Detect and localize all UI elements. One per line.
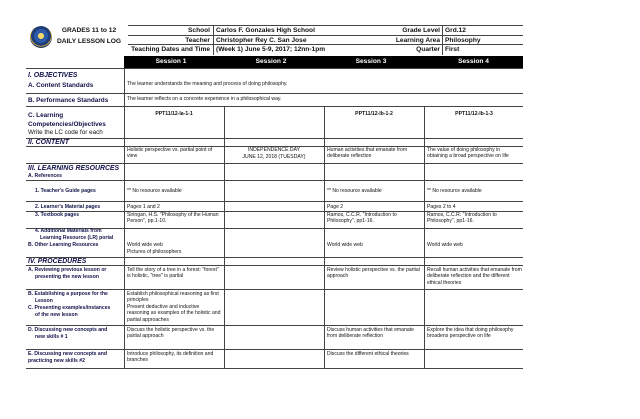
col-line-s3 [324,106,325,368]
learning-area-label: Learning Area [395,37,440,44]
performance-standards-label: B. Performance Standards [28,97,109,104]
lc-code-s4: PPT11/12-Ib-1-3 [455,111,493,117]
row-line-competencies [26,138,523,139]
proc-c-label-2: of the new lesson [35,312,78,318]
competencies-label-2: Competencies/Objectives [28,121,106,128]
objectives-heading: I. OBJECTIVES [28,72,78,79]
competencies-label-1: C. Learning [28,112,64,119]
quarter-label: Quarter [416,46,440,53]
teacher-guide-s3: ** No resource available [327,188,382,194]
proc-a-s3: Review holistic perspective vs. the partial approach [327,267,420,280]
log-title: DAILY LESSON LOG [56,38,122,45]
col-line-s4 [424,106,425,368]
dates-value: (Week 1) June 5-9, 2017; 12nn-1pm [216,46,326,53]
dates-label: Teaching Dates and Time [131,46,210,53]
references-label: A. References [28,173,62,179]
learner-s1: Pages 1 and 2 [127,204,160,210]
content-standards-label: A. Content Standards [28,82,94,89]
proc-e-s3: Discuss the different ethical theories [327,351,409,357]
header-border-1 [128,35,523,36]
quarter-value: First [445,46,460,53]
teacher-guide-s1: ** No resource available [127,188,182,194]
proc-d-s1: Discuss the holistic perspective vs. the partial approach [127,327,215,340]
proc-c-label-1: C. Presenting examples/instances [28,305,111,311]
proc-a-s4: Recall human activities that emanate from deliberate reflection and the different ethical theories [427,267,522,286]
textbook-s1: Siringan, H.S. "Philosophy of the Human Person", pp.1-10. [127,212,219,225]
header-divider-b [442,25,443,55]
textbook-s4: Ramos, C.C.R. "Introduction to Philosophy", pp1-16. [427,212,497,225]
header-border-top [128,25,523,26]
session-2-header: Session 2 [255,58,287,65]
learner-material-label: 2. Learner's Material pages [35,204,101,210]
proc-a-s1: Tell the story of a tree in a forest: "forest" is holistic, "tree" is partial [127,267,219,280]
session-header-bar [124,56,523,68]
row-line-resources [26,163,523,164]
lc-code-s3: PPT11/12-Ib-1-2 [355,111,393,117]
proc-a-label-2: presenting the new lesson [35,274,99,280]
school-label: School [188,27,210,34]
proc-d-label-2: new skills # 1 [35,334,68,340]
other-resources-s1: World wide web [127,242,163,248]
learner-s4: Pages 2 to 4 [427,204,456,210]
textbook-label: 3. Textbook pages [35,212,80,218]
other-resources-s1-extra: Pictures of philosophers [127,249,182,255]
row-line-bottom [26,368,523,369]
other-resources-s3: World wide web [327,242,363,248]
teacher-guide-s4: ** No resource available [427,188,482,194]
proc-b-label-1: B. Establishing a purpose for the [28,291,108,297]
row-line-proc-e [26,349,523,350]
learning-area-value: Philosophy [445,37,481,44]
proc-a-label-1: A. Reviewing previous lesson or [28,267,107,273]
grade-level-label: Grade Level [402,27,440,34]
additional-materials-label-1: 4. Additional Materials from [35,228,102,234]
school-value: Carlos F. Gonzales High School [216,27,315,34]
proc-d-s3: Discuss human activities that emanate from deliberate reflection [327,327,414,340]
proc-d-label-1: D. Discussing new concepts and [28,327,108,333]
other-resources-s4: World wide web [427,242,463,248]
additional-materials-label-2: Learning Resource (LR) portal [40,235,114,241]
session-3-header: Session 3 [355,58,387,65]
teacher-value: Christopher Rey C. San Jose [216,37,307,44]
textbook-s3: Ramos, C.C.R. "Introduction to Philosophy", pp1-16. [327,212,397,225]
proc-b-s1: Establish philosophical reasoning as first principles [127,291,219,304]
col-line-s2 [224,106,225,368]
proc-e-s1: Introduce philosophy, its definition and branches [127,351,214,364]
row-line-references [26,180,523,181]
row-line-objectives [26,68,523,69]
content-s3: Human activities that emanate from deliberate reflection [327,147,408,160]
content-s1: Holistic perspective vs. partial point of view [127,147,213,160]
header-border-2 [128,44,523,45]
row-line-procedures [26,265,523,266]
row-line-proc-d [26,325,523,326]
content-s4: The value of doing philosophy in obtaining a broad perspective on life [427,147,509,160]
row-line-proc-b [26,289,523,290]
content-standards-text: The learner understands the meaning and process of doing philosophy. [127,81,288,87]
teacher-label: Teacher [185,37,210,44]
competencies-note: Write the LC code for each [28,129,103,136]
row-line-other [26,257,523,258]
proc-b-label-2: Lesson [35,298,53,304]
session-1-header: Session 1 [155,58,187,65]
session-4-header: Session 4 [458,58,489,65]
row-line-teacher [26,201,523,202]
row-line-performance [26,106,523,107]
learner-s3: Page 2 [327,204,344,210]
content-heading: II. CONTENT [28,139,69,146]
content-s2-line2: JUNE 12, 2018 (TUESDAY) [242,154,306,160]
proc-e-label-1: E. Discussing new concepts and [28,351,107,357]
procedures-heading: IV. PROCEDURES [28,258,87,265]
proc-c-s1: Present deductive and inductive reasoning as examples of the holistic and partial approaches [127,304,221,323]
lc-code-s1: PPT11/12-Ia-1-1 [155,111,193,117]
deped-seal-icon [30,26,52,48]
teacher-guide-label: 1. Teacher's Guide pages [35,188,96,194]
other-resources-label: B. Other Learning Resources [28,242,99,248]
header-divider-a [213,25,214,55]
proc-e-label-2: practicing new skills #2 [28,358,85,364]
resources-heading: III. LEARNING RESOURCES [28,165,120,172]
grade-level-value: Grd.12 [445,27,466,34]
row-line-content-std [26,93,523,94]
proc-d-s4: Explore the idea that doing philosophy broadens perspective on life [427,327,514,340]
content-s2-line1: INDEPENDENCE DAY [248,147,300,153]
performance-standards-text: The learner reflects on a concrete experience in a philosophical way. [127,96,282,102]
grades-label: GRADES 11 to 12 [61,27,117,34]
